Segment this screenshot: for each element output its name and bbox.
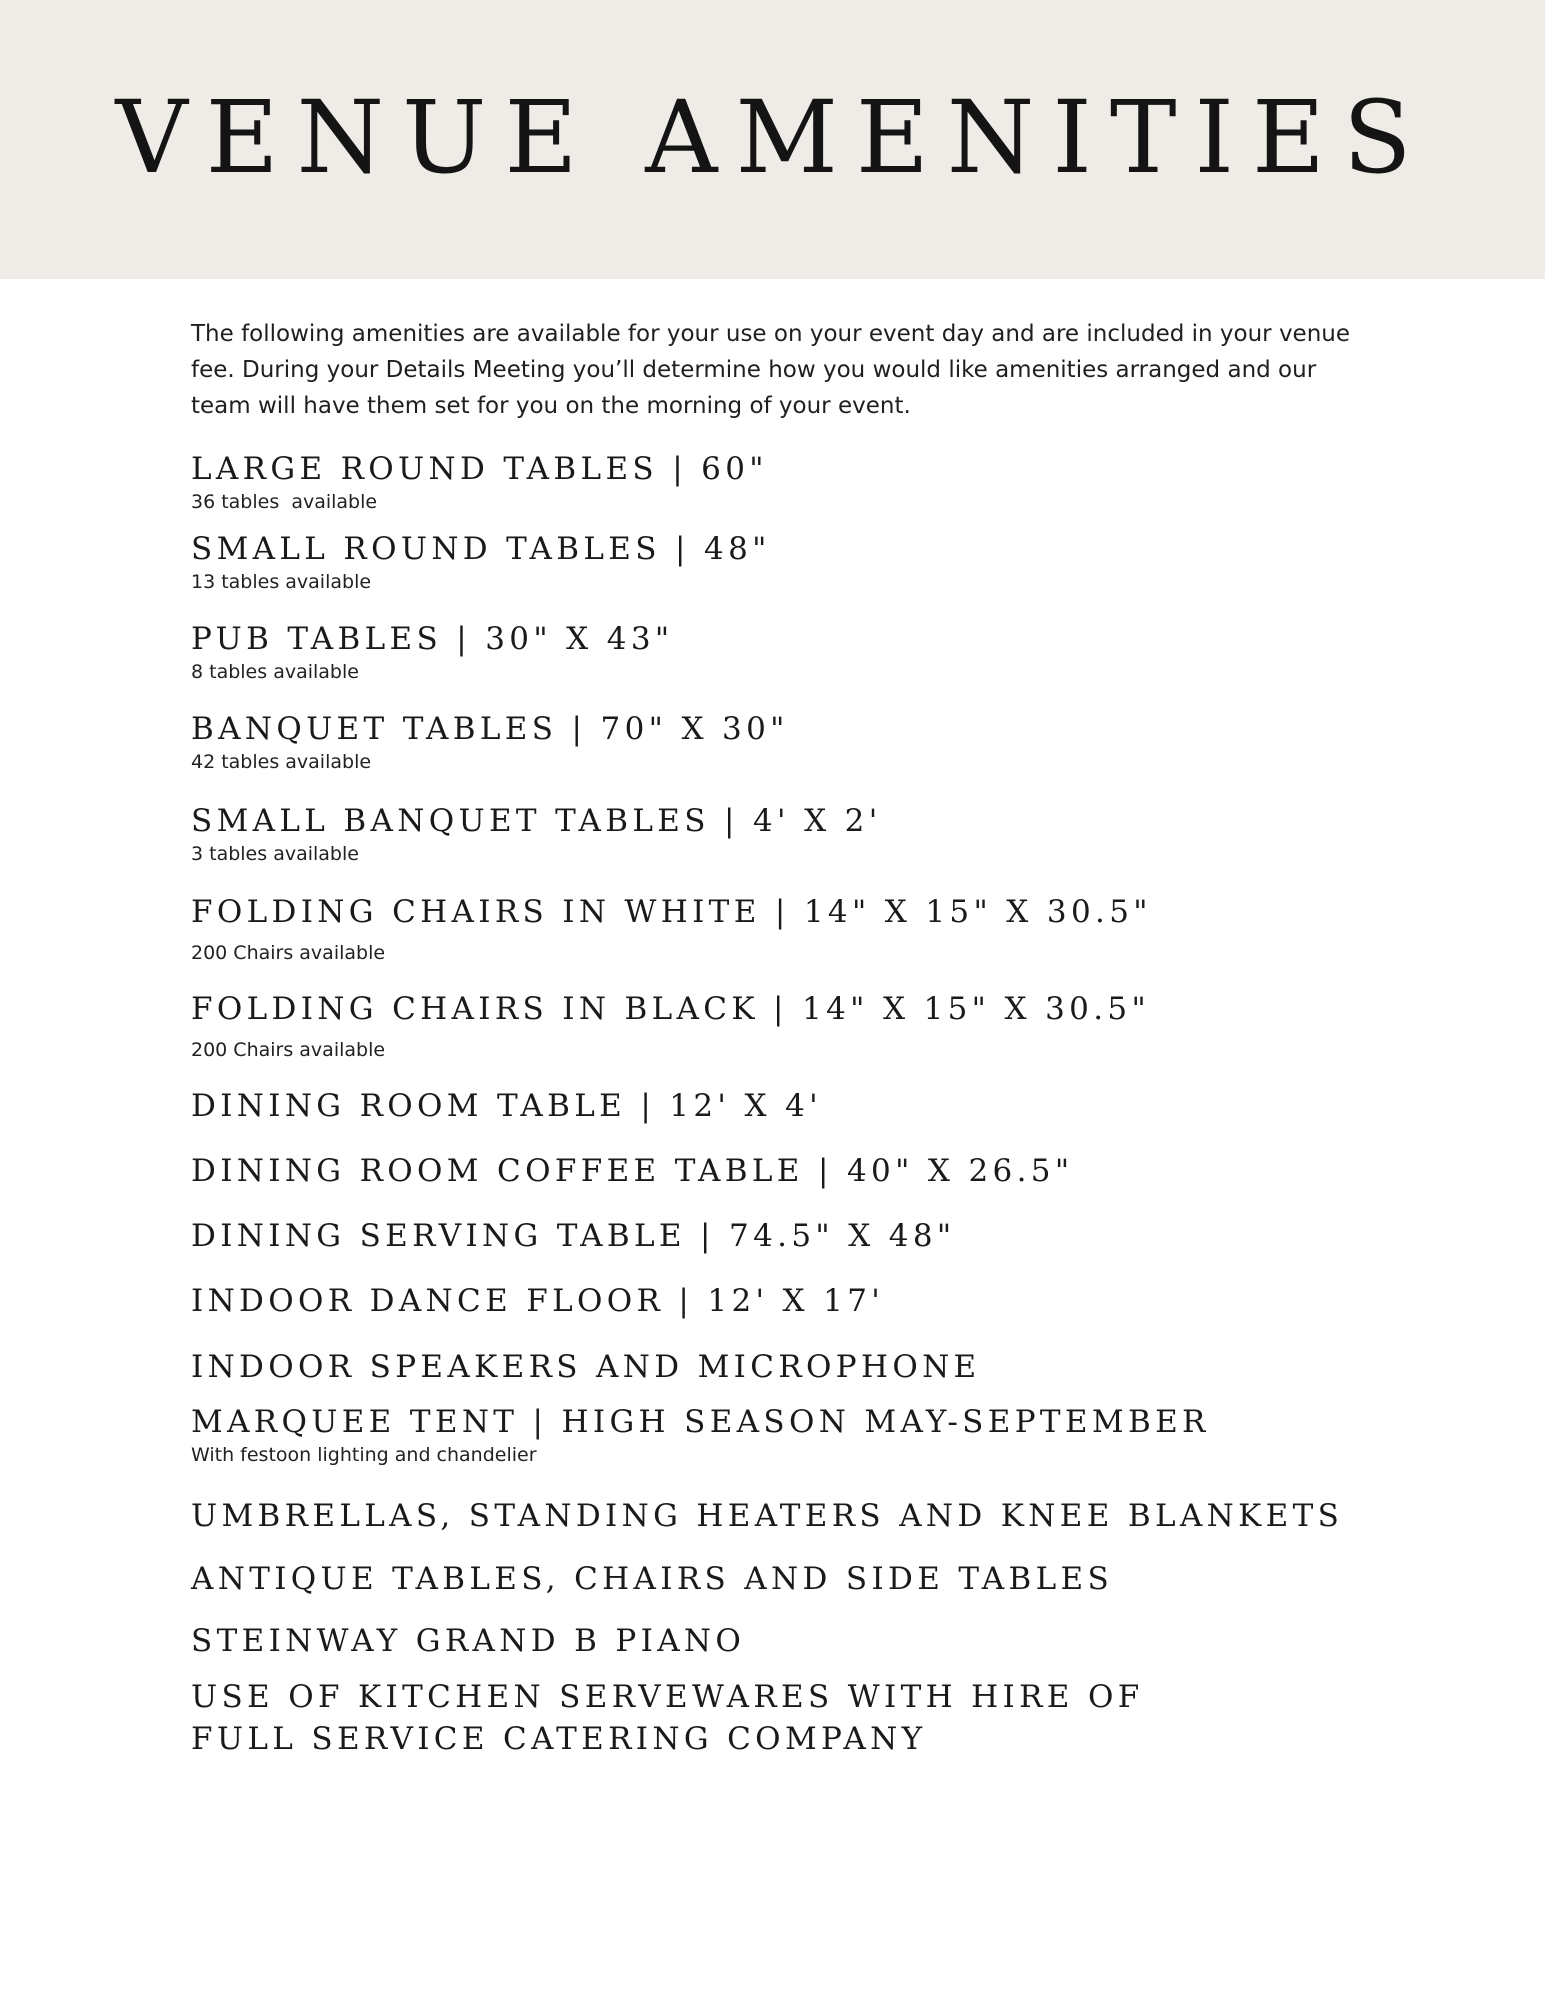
amenity-item: [191, 448, 1391, 514]
amenity-item: [191, 1085, 1391, 1127]
intro-paragraph: The following amenities are available for your use on your event day and are included in your venue fee. During your Details Meeting you’ll determine how you would like amenities arranged and our team will have them set for you on the morning of your event.: [191, 321, 1351, 419]
amenity-title: UMBRELLAS, STANDING HEATERS AND KNEE BLANKETS: [191, 1498, 1344, 1534]
amenity-title: LARGE ROUND TABLES | 60": [191, 451, 768, 487]
amenity-item: [191, 618, 1391, 684]
amenity-item: [191, 528, 1391, 594]
amenity-title: DINING ROOM TABLE | 12' X 4': [191, 1088, 823, 1124]
amenity-item: [191, 891, 1391, 965]
page-title: VENUE AMENITIES: [115, 79, 1430, 196]
amenity-detail: 36 tables available: [191, 491, 378, 513]
amenity-detail: With festoon lighting and chandelier: [191, 1444, 537, 1466]
amenity-title: DINING ROOM COFFEE TABLE | 40" X 26.5": [191, 1153, 1074, 1189]
amenity-item: [191, 1150, 1391, 1192]
amenity-title: STEINWAY GRAND B PIANO: [191, 1623, 746, 1659]
amenity-detail: 42 tables available: [191, 751, 372, 773]
amenity-title: MARQUEE TENT | HIGH SEASON MAY-SEPTEMBER: [191, 1404, 1210, 1440]
amenity-title: PUB TABLES | 30" X 43": [191, 621, 674, 657]
amenity-detail: 8 tables available: [191, 661, 359, 683]
amenity-item: [191, 1558, 1391, 1600]
amenity-title: BANQUET TABLES | 70" X 30": [191, 711, 789, 747]
amenity-detail: 3 tables available: [191, 843, 359, 865]
amenity-title: SMALL BANQUET TABLES | 4' X 2': [191, 803, 882, 839]
amenity-item: [191, 1495, 1391, 1537]
header-band: [0, 0, 1545, 279]
amenity-item: [191, 1280, 1391, 1322]
amenity-title: DINING SERVING TABLE | 74.5" X 48": [191, 1218, 956, 1254]
amenity-detail: 200 Chairs available: [191, 1039, 386, 1061]
amenity-title: FOLDING CHAIRS IN WHITE | 14" X 15" X 30.5": [191, 894, 1152, 930]
amenity-item: [191, 708, 1391, 774]
amenity-item: [191, 1215, 1391, 1257]
amenity-detail: 200 Chairs available: [191, 942, 386, 964]
amenity-item: [191, 1676, 1391, 1760]
amenity-title: SMALL ROUND TABLES | 48": [191, 531, 771, 567]
amenity-item: [191, 1401, 1391, 1467]
amenity-title: USE OF KITCHEN SERVEWARES WITH HIRE OF FULL SERVICE CATERING COMPANY: [191, 1679, 1144, 1757]
amenity-item: [191, 800, 1391, 866]
amenity-item: [191, 1620, 1391, 1662]
amenity-title: INDOOR DANCE FLOOR | 12' X 17': [191, 1283, 885, 1319]
amenity-item: [191, 988, 1391, 1062]
amenity-detail: 13 tables available: [191, 571, 372, 593]
amenity-item: [191, 1346, 1391, 1388]
amenity-title: ANTIQUE TABLES, CHAIRS AND SIDE TABLES: [191, 1561, 1114, 1597]
amenity-title: INDOOR SPEAKERS AND MICROPHONE: [191, 1349, 981, 1385]
amenity-title: FOLDING CHAIRS IN BLACK | 14" X 15" X 30.5": [191, 991, 1151, 1027]
